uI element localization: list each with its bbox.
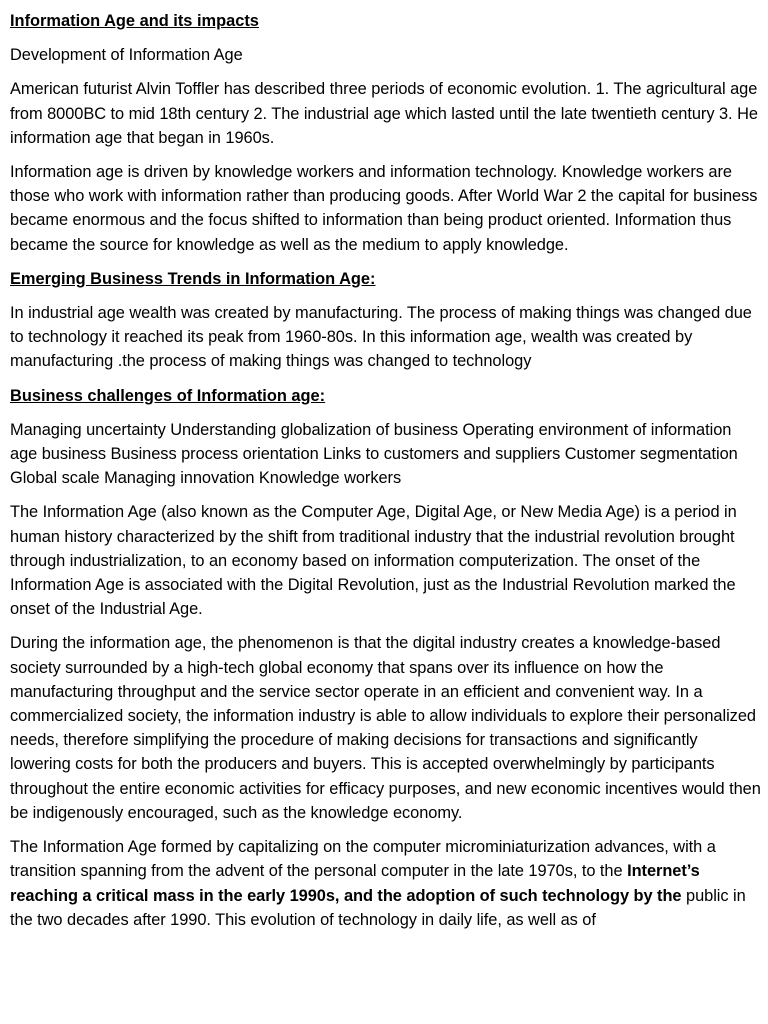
paragraph-trends: In industrial age wealth was created by manufacturing. The process of making things was changed due to technology it reached its peak from 1960-80s. In this information age, wealth was created by manufacturing .the process of making things was changed to technology (10, 304, 752, 371)
paragraph-formed-part1: The Information Age formed by capitalizing on the computer microminiaturization advances, with a transition spanning from the advent of the personal computer in the late 1970s, to the (10, 838, 716, 881)
paragraph-phenomenon: During the information age, the phenomenon is that the digital industry creates a knowledge-based society surrounded by a high-tech global economy that spans over its influence on how the manufacturing throughput and the service sector operate in an efficient and convenient way. In a commercialized society, the information industry is able to allow individuals to explore their personalized needs, therefore simplifying the procedure of making decisions for transactions and significantly lowering costs for both the producers and buyers. This is accepted overwhelmingly by participants throughout the entire economic activities for efficacy purposes, and new economic incentives would then be indigenously encouraged, such as the knowledge economy. (10, 634, 761, 822)
paragraph-definition: The Information Age (also known as the Computer Age, Digital Age, or New Media Age) is a period in human history characterized by the shift from traditional industry that the industrial revolution brought through industrialization, to an economy based on information computerization. The onset of the Information Age is associated with the Digital Revolution, just as the Industrial Revolution marked the onset of the Industrial Age. (10, 503, 737, 619)
paragraph-formed-part3: public in the two decades after 1990. This evolution of technology in daily life, as well as of (10, 886, 746, 929)
paragraph-formed-bold: Internet’s reaching a critical mass in the early 1990s, and the adoption of such technology by the (10, 862, 700, 905)
paragraph-challenges: Managing uncertainty Understanding globalization of business Operating environment of information age business Business process orientation Links to customers and suppliers Customer segmentation Global scale Managing innovation Knowledge workers (10, 420, 738, 488)
heading-business-challenges: Business challenges of Information age: (10, 386, 326, 405)
heading-information-age-impacts: Information Age and its impacts (10, 12, 259, 30)
heading-emerging-business-trends: Emerging Business Trends in Information Age: (10, 269, 376, 288)
paragraph-formed (10, 835, 762, 932)
subheading-development: Development of Information Age (10, 46, 243, 65)
paragraph-knowledge-workers: Information age is driven by knowledge workers and information technology. Knowledge workers are those who work with information rather than producing goods. After World War 2 the capital for business became enormous and the focus shifted to information than being product oriented. Information thus became the source for knowledge as well as the medium to apply knowledge. (10, 163, 758, 254)
paragraph-toffler: American futurist Alvin Toffler has described three periods of economic evolution. 1. The agricultural age from 8000BC to mid 18th century 2. The industrial age which lasted until the late twentieth century 3. He information age that began in 1960s. (10, 80, 758, 147)
